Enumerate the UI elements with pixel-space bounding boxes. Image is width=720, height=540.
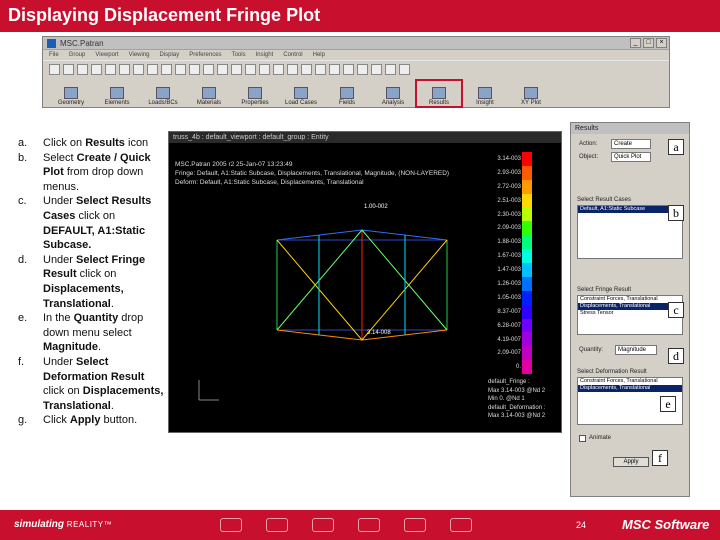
- toolbar-icon[interactable]: [77, 64, 88, 75]
- application-icon: [478, 87, 492, 99]
- spectrum-swatch: [522, 346, 532, 360]
- application-icon: [64, 87, 78, 99]
- toolbar-icon[interactable]: [49, 64, 60, 75]
- list-item[interactable]: Displacements, Translational: [578, 303, 682, 310]
- patran-toolbar: [43, 60, 669, 78]
- app-button-xyplot[interactable]: [509, 81, 553, 106]
- toolbar-icon[interactable]: [273, 64, 284, 75]
- step-text-part: button.: [100, 414, 138, 427]
- menu-item-file[interactable]: File: [49, 52, 59, 58]
- step-text-part: Select Deformation Result: [43, 355, 145, 383]
- min-label: 3.14-008: [367, 330, 391, 336]
- toolbar-icon[interactable]: [105, 64, 116, 75]
- app-button-label: Loads/BCs: [148, 100, 178, 106]
- minimize-icon[interactable]: _: [630, 38, 641, 48]
- apply-button[interactable]: Apply: [613, 457, 649, 467]
- toolbar-icon[interactable]: [175, 64, 186, 75]
- toolbar-icon[interactable]: [189, 64, 200, 75]
- toolbar-icon[interactable]: [259, 64, 270, 75]
- menu-item-tools[interactable]: Tools: [231, 52, 246, 58]
- spectrum-swatch: [522, 221, 532, 235]
- legend-value: 1.88-003: [497, 239, 521, 246]
- legend-value: 6.28-007: [497, 322, 521, 329]
- list-item[interactable]: Stress Tensor: [580, 310, 614, 316]
- footer-tagline: [14, 519, 112, 530]
- step-text: [43, 194, 168, 252]
- toolbar-icon[interactable]: [343, 64, 354, 75]
- application-icon: [294, 87, 308, 99]
- menu-item-group[interactable]: Group: [68, 52, 86, 58]
- step-text-part: Click on: [43, 137, 86, 149]
- figure-icon: [450, 518, 472, 532]
- app-button-label: Elements: [104, 100, 130, 106]
- action-label: Action:: [579, 141, 598, 147]
- application-icon: [340, 87, 354, 99]
- app-button-insight[interactable]: [463, 81, 507, 106]
- deformation-label: Select Deformation Result: [577, 369, 647, 375]
- maximize-icon[interactable]: □: [643, 38, 654, 48]
- step-text-part: Select Results Cases: [43, 195, 152, 222]
- application-icon: [386, 87, 400, 99]
- page-number: 24: [576, 520, 587, 530]
- application-icon: [202, 87, 216, 99]
- step-letter: g.: [18, 414, 28, 427]
- legend-value: 0.: [515, 364, 521, 371]
- patran-application-bar: [43, 81, 671, 108]
- legend-value: 3.14-003: [497, 156, 521, 162]
- step-letter: d.: [18, 253, 28, 266]
- step-text: [43, 151, 168, 195]
- legend-value: 2.09-007: [497, 350, 521, 357]
- spectrum-swatch: [522, 152, 532, 166]
- menu-item-display[interactable]: Display: [159, 52, 180, 58]
- max-label: 1.00-002: [364, 204, 388, 210]
- step-text-part: click on: [76, 268, 117, 281]
- app-button-results[interactable]: [417, 81, 461, 106]
- viewport-info-line: MSC.Patran 2005 r2 25-Jan-07 13:23:49: [175, 161, 293, 168]
- app-button-elements[interactable]: [95, 81, 139, 106]
- quantity-label: Quantity:: [579, 347, 604, 353]
- app-button-label: Analysis: [381, 100, 405, 106]
- app-button-label: Geometry: [57, 100, 85, 106]
- spectrum-swatch: [522, 166, 532, 180]
- toolbar-icon[interactable]: [371, 64, 382, 75]
- result-cases-label: Select Result Cases: [577, 197, 632, 203]
- tagline-reality: REALITY™: [66, 520, 113, 529]
- menu-item-preferences[interactable]: Preferences: [189, 52, 222, 58]
- toolbar-icon[interactable]: [133, 64, 144, 75]
- viewport-title: truss_4b : default_viewport : default_group : Entity: [169, 132, 561, 143]
- callout-d: d: [668, 348, 684, 364]
- step-text-part: Results: [85, 137, 125, 149]
- toolbar-icon[interactable]: [301, 64, 312, 75]
- step-text-part: click on: [43, 385, 83, 398]
- viewport-summary-line: Max 3.14-003 @Nd 2: [488, 387, 546, 394]
- toolbar-icon[interactable]: [161, 64, 172, 75]
- step-text-part: drop down menu select: [43, 312, 144, 339]
- quantity-select[interactable]: Magnitude: [615, 345, 657, 355]
- step-letter: c.: [18, 195, 27, 208]
- object-select[interactable]: Quick Plot: [611, 152, 651, 162]
- legend-value: 8.37-007: [497, 308, 521, 315]
- step-text-part: Magnitude: [43, 341, 98, 354]
- fringe-label: Select Fringe Result: [577, 287, 632, 293]
- step-text-part: from drop down menus.: [43, 166, 144, 193]
- tagline-simulating: simulating: [14, 519, 65, 530]
- callout-f: f: [652, 450, 668, 466]
- app-button-label: Materials: [196, 100, 222, 106]
- step-item: [18, 253, 168, 311]
- app-button-label: Results: [428, 100, 449, 106]
- legend-value: 2.30-003: [497, 211, 521, 218]
- app-button-loadcases[interactable]: [279, 81, 323, 106]
- legend-value: 2.51-003: [497, 197, 521, 204]
- toolbar-icon[interactable]: [357, 64, 368, 75]
- application-icon: [248, 87, 262, 99]
- step-text-part: Under: [43, 253, 77, 266]
- app-button-label: Insight: [476, 100, 494, 106]
- step-letter: f.: [18, 355, 25, 368]
- application-icon: [156, 87, 170, 99]
- deformed-truss: [277, 230, 447, 340]
- app-button-materials[interactable]: [187, 81, 231, 106]
- step-item: [18, 151, 168, 195]
- legend-labels: [483, 153, 521, 375]
- step-letter: e.: [18, 312, 28, 325]
- menu-item-help[interactable]: Help: [312, 52, 325, 58]
- viewport-info-line: Deform: Default, A1:Static Subcase, Displacements, Translational: [175, 179, 364, 186]
- viewport-summary-line: Max 3.14-003 @Nd 2: [488, 413, 546, 419]
- toolbar-icon[interactable]: [63, 64, 74, 75]
- app-button-analysis[interactable]: [371, 81, 415, 106]
- step-text: [43, 355, 168, 413]
- toolbar-icon[interactable]: [329, 64, 340, 75]
- viewport-info-line: Fringe: Default, A1:Static Subcase, Displacements, Translational, Magnitude, (NON-LAYERED): [175, 170, 450, 177]
- toolbar-icon[interactable]: [217, 64, 228, 75]
- step-text-part: In the: [43, 312, 74, 325]
- app-button-fields[interactable]: [325, 81, 369, 106]
- step-text-part: icon: [124, 137, 149, 149]
- action-select[interactable]: Create: [611, 139, 651, 149]
- step-text-part: click on: [75, 209, 116, 222]
- toolbar-icon[interactable]: [203, 64, 214, 75]
- title-bar: [0, 0, 720, 32]
- app-button-loadsbcs[interactable]: [141, 81, 185, 106]
- viewport-summary-line: default_Fringe :: [488, 379, 530, 385]
- step-text: [43, 253, 168, 311]
- spectrum-swatch: [522, 235, 532, 249]
- toolbar-icon[interactable]: [147, 64, 158, 75]
- toolbar-icon[interactable]: [399, 64, 410, 75]
- step-text-part: .: [110, 297, 114, 310]
- step-text-part: Under: [43, 195, 77, 208]
- airplane-icon: [220, 518, 242, 532]
- step-text-part: Click: [43, 414, 70, 427]
- toolbar-icon[interactable]: [315, 64, 326, 75]
- application-icon: [432, 87, 446, 99]
- animate-label: Animate: [589, 435, 612, 441]
- window-buttons: [630, 38, 667, 48]
- legend-value: 4.19-007: [497, 336, 521, 343]
- spectrum-swatch: [522, 263, 532, 277]
- toolbar-icon[interactable]: [91, 64, 102, 75]
- spectrum-swatch: [522, 277, 532, 291]
- spectrum-swatch: [522, 194, 532, 208]
- list-item[interactable]: Constraint Forces, Translational: [580, 378, 658, 384]
- axis-triad: [199, 380, 219, 400]
- footer: [0, 510, 720, 540]
- patran-logo-icon: [47, 39, 56, 48]
- step-item: [18, 413, 168, 428]
- patran-window-title: MSC.Patran: [60, 38, 104, 48]
- menu-item-viewport[interactable]: Viewport: [95, 52, 119, 58]
- legend-value: 1.26-003: [497, 281, 521, 288]
- step-letter: b.: [18, 151, 28, 164]
- menu-item-viewing[interactable]: Viewing: [128, 52, 150, 58]
- callout-e: e: [660, 396, 676, 412]
- msc-software-logo: MSC Software: [622, 517, 710, 532]
- step-letter: a.: [18, 137, 28, 149]
- step-text-part: Create / Quick Plot: [43, 151, 151, 179]
- application-icon: [524, 87, 538, 99]
- app-button-label: Load Cases: [284, 100, 318, 106]
- app-button-label: Properties: [241, 100, 269, 106]
- application-icon: [110, 87, 124, 99]
- step-text-part: Displacements, Translational: [43, 385, 164, 412]
- results-panel-title: Results: [571, 123, 689, 134]
- viewport-summary-line: default_Deformation :: [488, 404, 546, 411]
- slide-title: Displaying Displacement Fringe Plot: [8, 5, 321, 25]
- list-item[interactable]: Default, A1:Static Subcase: [578, 206, 682, 213]
- spectrum-swatch: [522, 208, 532, 222]
- step-item: [18, 194, 168, 252]
- menu-item-control[interactable]: Control: [283, 52, 303, 58]
- step-text-part: Quantity: [73, 312, 119, 325]
- legend-value: 2.72-003: [497, 183, 521, 190]
- patran-titlebar: [43, 37, 669, 50]
- toolbar-icon[interactable]: [245, 64, 256, 75]
- toolbar-icon[interactable]: [385, 64, 396, 75]
- spectrum-swatch: [522, 291, 532, 305]
- gear-icon: [358, 518, 380, 532]
- step-text-part: Displacements, Translational: [43, 282, 124, 310]
- step-text-part: Apply: [69, 414, 101, 427]
- object-label: Object:: [579, 154, 599, 160]
- instruction-steps: [18, 136, 168, 428]
- legend-value: 1.67-003: [497, 253, 521, 260]
- toolbar-icon[interactable]: [231, 64, 242, 75]
- callout-a: a: [668, 139, 684, 155]
- step-text: [43, 413, 168, 428]
- legend-value: 1.05-003: [497, 294, 521, 301]
- app-button-properties[interactable]: [233, 81, 277, 106]
- legend-value: 2.09-003: [497, 225, 521, 232]
- toolbar-icon[interactable]: [287, 64, 298, 75]
- step-text-part: Under: [43, 355, 77, 368]
- list-item[interactable]: Constraint Forces, Translational: [580, 296, 658, 302]
- app-button-label: Fields: [338, 100, 355, 106]
- step-text-part: .: [110, 399, 114, 412]
- toolbar-icon[interactable]: [119, 64, 130, 75]
- step-text-part: DEFAULT, A1:Static Subcase.: [43, 224, 146, 252]
- step-text: [43, 311, 168, 355]
- patran-window: [42, 36, 670, 108]
- footer-decorations: [220, 518, 472, 532]
- step-item: [18, 355, 168, 413]
- menu-item-insight[interactable]: Insight: [255, 52, 274, 58]
- spectrum-swatch: [522, 249, 532, 263]
- color-spectrum: [522, 152, 532, 374]
- animate-checkbox[interactable]: [579, 435, 586, 442]
- app-button-label: XY Plot: [521, 100, 541, 106]
- spectrum-swatch: [522, 180, 532, 194]
- spectrum-swatch: [522, 332, 532, 346]
- app-button-geometry[interactable]: [49, 81, 93, 106]
- list-item[interactable]: Displacements, Translational: [578, 385, 682, 392]
- patran-menubar: [43, 50, 669, 60]
- step-text-part: .: [98, 341, 102, 354]
- legend-value: 1.47-003: [497, 267, 521, 274]
- step-item: [18, 136, 168, 151]
- step-text-part: Select: [43, 151, 77, 164]
- spectrum-swatch: [522, 360, 532, 374]
- viewport-summary-line: Min 0. @Nd 1: [488, 396, 525, 402]
- step-text-part: Select Fringe Result: [43, 253, 146, 281]
- step-text: [43, 136, 168, 151]
- train-icon: [312, 518, 334, 532]
- close-icon[interactable]: ×: [656, 38, 667, 48]
- spectrum-swatch: [522, 319, 532, 333]
- spectrum-swatch: [522, 305, 532, 319]
- legend-value: 2.93-003: [497, 169, 521, 176]
- callout-c: c: [668, 302, 684, 318]
- step-item: [18, 311, 168, 355]
- car-icon: [266, 518, 288, 532]
- phone-icon: [404, 518, 426, 532]
- callout-b: b: [668, 205, 684, 221]
- viewport-summary: [488, 378, 545, 421]
